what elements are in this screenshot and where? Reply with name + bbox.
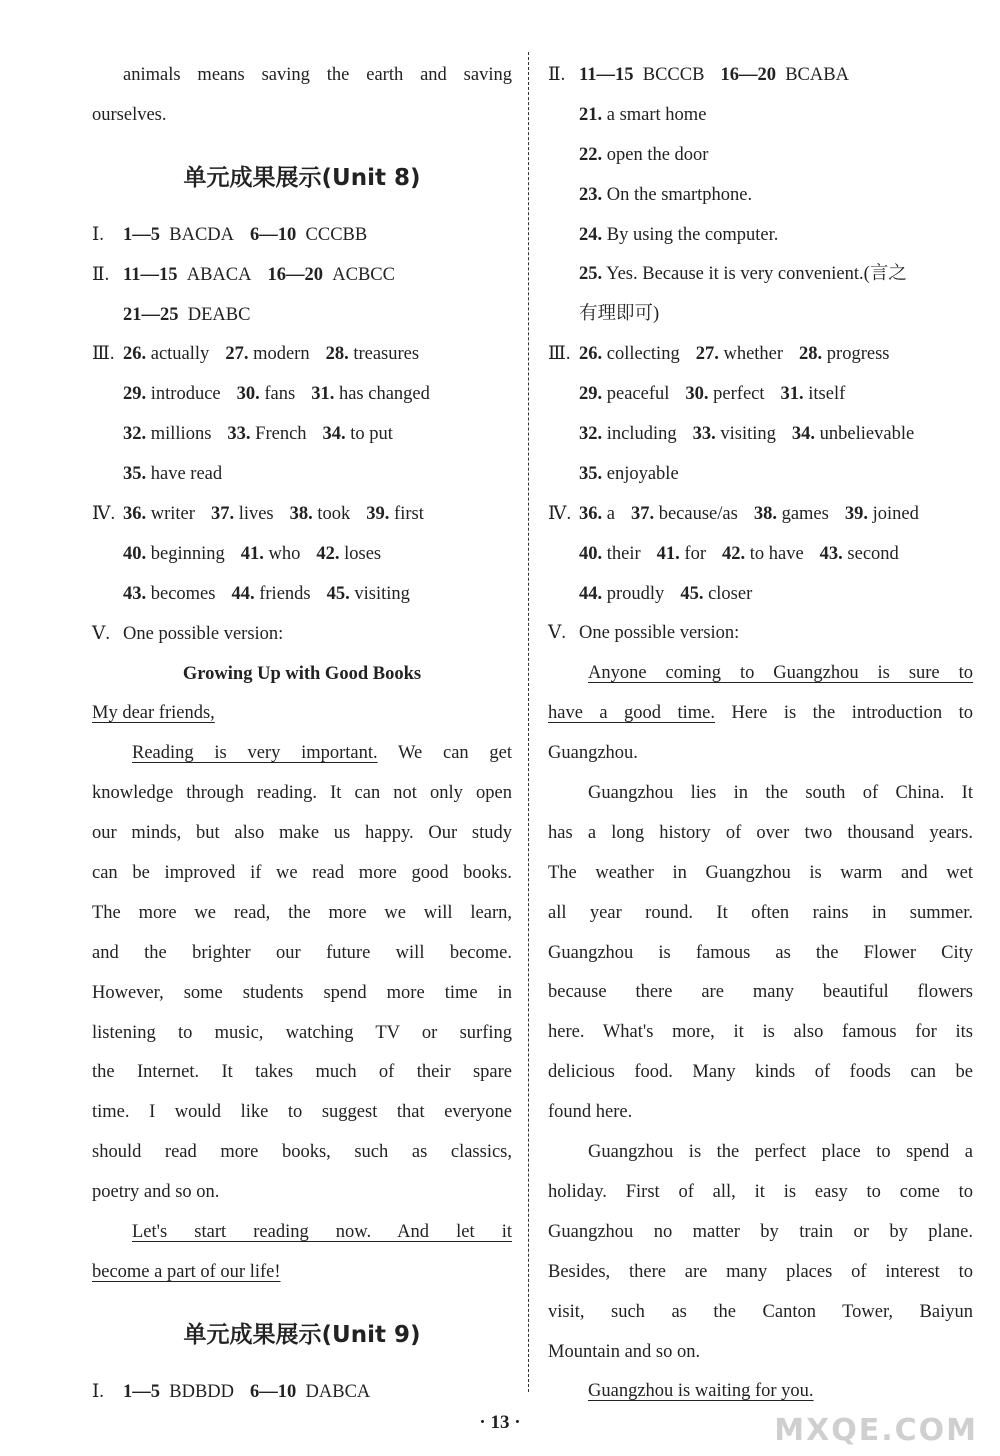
item-answer: proudly <box>606 583 665 604</box>
section-4 <box>548 495 973 615</box>
item-number: 44. <box>579 583 603 604</box>
text-line: However, some students spend more time in <box>92 982 512 1003</box>
answer: CCCBB <box>305 224 368 245</box>
text-line: Besides, there are many places of interest to <box>548 1261 973 1282</box>
text-line: Guangzhou is famous as the Flower City <box>548 942 973 963</box>
text-line: here. What's more, it is also famous for its <box>548 1022 973 1043</box>
text-line: Guangzhou. <box>548 743 638 764</box>
item-number: 29. <box>579 384 603 405</box>
roman-numeral: Ⅱ. <box>548 65 566 85</box>
item-answer: took <box>317 504 351 525</box>
item-answer: enjoyable <box>606 463 679 484</box>
item-answer: a <box>606 503 615 524</box>
roman-numeral: Ⅲ. <box>548 344 571 365</box>
answer: BACDA <box>169 224 235 245</box>
right-column <box>548 56 973 1412</box>
item-number: 31. <box>780 384 804 405</box>
text-line: The more we read, the more we will learn, <box>92 902 512 923</box>
version-label: One possible version: <box>579 623 740 644</box>
roman-numeral: Ⅳ. <box>92 504 116 525</box>
answer-row <box>92 455 512 495</box>
underlined-sentence: Reading is very important. <box>132 743 378 764</box>
roman-numeral: Ⅲ. <box>92 344 115 365</box>
item-number: 43. <box>123 583 147 604</box>
answer-row <box>548 375 973 415</box>
item-number: 27. <box>225 344 249 365</box>
item-number: 25. <box>579 264 603 285</box>
answer-row <box>548 415 973 455</box>
roman-numeral: Ⅰ. <box>92 1381 104 1402</box>
section-5-label <box>548 614 973 654</box>
item-number: 24. <box>579 224 603 245</box>
unit9-section-1 <box>92 1373 512 1413</box>
text-line: because there are many beautiful flowers <box>548 982 973 1003</box>
answer-row <box>548 176 973 216</box>
left-column <box>92 56 512 1413</box>
unit9-heading: 单元成果展示(Unit 9) <box>183 1321 421 1348</box>
item-number: 38. <box>289 504 313 525</box>
watermark-text: MXQE.COM <box>774 1413 978 1448</box>
text-line: Guangzhou is the perfect place to spend a <box>588 1142 973 1163</box>
answer-row <box>548 455 973 495</box>
item-answer: first <box>394 504 424 525</box>
item-number: 41. <box>656 543 680 564</box>
column-divider <box>528 52 529 1392</box>
answer-row <box>92 375 512 415</box>
essay-title: Growing Up with Good Books <box>182 663 422 684</box>
answer-row <box>92 495 512 535</box>
answer-row <box>548 96 973 136</box>
answer-row <box>548 335 973 375</box>
text-line: delicious food. Many kinds of foods can be <box>548 1062 973 1083</box>
page-number: · 13 · <box>479 1412 521 1433</box>
item-answer: modern <box>253 344 310 365</box>
watermark-logo <box>774 1368 978 1448</box>
text-line: knowledge through reading. It can not only open <box>92 783 512 804</box>
item-answer: lives <box>238 504 274 525</box>
item-number: 42. <box>721 543 746 564</box>
item-number: 34. <box>791 424 816 445</box>
item-answer: itself <box>808 384 846 405</box>
underlined-sentence: Anyone coming to Guangzhou is sure to <box>588 663 973 684</box>
greeting <box>92 694 512 734</box>
item-answer: perfect <box>713 384 765 405</box>
answer: BCABA <box>785 65 849 85</box>
text-line: Mountain and so on. <box>548 1341 701 1362</box>
answer-row <box>92 535 512 575</box>
item-number: 37. <box>210 504 235 525</box>
range-label: 6—10 <box>250 1381 297 1402</box>
item-answer: including <box>606 424 677 445</box>
text-line: ourselves. <box>92 104 167 125</box>
item-number: 45. <box>326 583 350 604</box>
answer: DABCA <box>305 1381 371 1402</box>
item-number: 44. <box>231 583 255 604</box>
item-answer: actually <box>150 344 210 365</box>
item-answer: because/as <box>658 503 738 524</box>
text-line <box>548 654 973 694</box>
version-label: One possible version: <box>123 623 284 644</box>
item-answer: for <box>684 543 706 564</box>
item-number: 30. <box>236 384 260 405</box>
section-4 <box>92 495 512 615</box>
text-line: Guangzhou no matter by train or by plane. <box>548 1221 973 1242</box>
item-answer: unbelievable <box>819 424 915 445</box>
answer-row <box>548 216 973 256</box>
answer-row <box>92 575 512 615</box>
item-number: 33. <box>227 424 251 445</box>
range-label: 11—15 <box>579 65 634 85</box>
paragraph <box>548 774 973 1133</box>
item-answer: fans <box>264 384 296 405</box>
item-number: 40. <box>123 543 147 564</box>
item-answer: On the smartphone. <box>606 184 753 205</box>
roman-numeral: Ⅱ. <box>92 264 110 285</box>
underlined-sentence: Guangzhou is waiting for you. <box>588 1381 814 1402</box>
section-3 <box>92 335 512 495</box>
range-label: 6—10 <box>250 224 297 245</box>
item-number: 30. <box>685 384 709 405</box>
text-line: 有理即可) <box>579 304 660 325</box>
text-line: time. I would like to suggest that everyone <box>92 1102 512 1123</box>
text-span: Here is the introduction to <box>715 703 973 724</box>
item-answer: a smart home <box>606 104 707 125</box>
section-5-label <box>92 615 512 655</box>
item-answer: have read <box>150 464 223 485</box>
text-line <box>92 734 512 774</box>
underlined-sentence: become a part of our life! <box>92 1261 281 1282</box>
text-line: the Internet. It takes much of their spare <box>92 1062 512 1083</box>
item-number: 31. <box>311 384 335 405</box>
item-answer: loses <box>344 543 382 564</box>
item-number: 38. <box>753 503 777 524</box>
answer: DEABC <box>187 304 251 325</box>
item-number: 28. <box>799 344 823 365</box>
item-answer: visiting <box>720 424 776 445</box>
roman-numeral: Ⅴ. <box>548 623 566 644</box>
text-line: listening to music, watching TV or surfing <box>92 1022 512 1043</box>
range-label: 21—25 <box>123 304 179 325</box>
underlined-sentence: have a good time. <box>548 703 716 724</box>
roman-numeral: Ⅳ. <box>548 503 572 524</box>
text-line: found here. <box>548 1102 633 1123</box>
answer-row <box>548 575 973 615</box>
item-number: 34. <box>322 424 346 445</box>
answer-row <box>548 495 973 535</box>
item-number: 32. <box>123 424 147 445</box>
item-answer: their <box>606 543 641 564</box>
answer-row <box>548 255 973 295</box>
section-2 <box>548 56 973 96</box>
item-answer: progress <box>826 344 890 365</box>
item-number: 21. <box>579 104 603 125</box>
item-answer: beginning <box>150 543 225 564</box>
text-line: visit, such as the Canton Tower, Baiyun <box>548 1301 973 1322</box>
item-answer: peaceful <box>606 384 670 405</box>
item-number: 27. <box>695 344 719 365</box>
section-2-cont <box>92 296 512 336</box>
item-number: 36. <box>579 503 603 524</box>
answer: BCCCB <box>642 65 705 85</box>
item-number: 29. <box>123 384 147 405</box>
item-answer: Yes. Because it is very convenient.(言之 <box>606 264 907 285</box>
greeting-text: My dear friends, <box>92 703 215 724</box>
item-answer: open the door <box>606 144 709 165</box>
item-answer: millions <box>150 424 212 445</box>
item-number: 37. <box>630 503 655 524</box>
item-number: 40. <box>579 543 603 564</box>
range-label: 1—5 <box>123 1381 160 1402</box>
answer: ABACA <box>186 264 252 285</box>
item-answer: visiting <box>354 583 410 604</box>
text-line: can be improved if we read more good books. <box>92 863 512 884</box>
item-number: 36. <box>123 504 147 525</box>
item-answer: games <box>781 503 829 524</box>
answer: BDBDD <box>169 1381 235 1402</box>
text-line <box>92 1213 512 1253</box>
range-label: 16—20 <box>720 65 776 85</box>
text-span: We can get <box>377 743 512 764</box>
item-answer: By using the computer. <box>606 224 779 245</box>
text-line <box>92 1253 512 1293</box>
text-line: holiday. First of all, it is easy to come to <box>548 1181 973 1202</box>
item-answer: becomes <box>150 583 216 604</box>
range-label: 11—15 <box>123 264 178 285</box>
item-number: 23. <box>579 184 603 205</box>
item-number: 42. <box>316 543 340 564</box>
item-answer: to put <box>350 424 393 445</box>
paragraph <box>92 774 512 1213</box>
range-label: 1—5 <box>123 224 160 245</box>
item-answer: has changed <box>338 384 430 405</box>
section-2 <box>92 256 512 296</box>
item-number: 26. <box>579 344 603 365</box>
underlined-sentence: Let's start reading now. And let it <box>132 1222 512 1243</box>
item-number: 33. <box>692 424 716 445</box>
item-answer: second <box>847 543 899 564</box>
item-number: 22. <box>579 144 603 165</box>
section-3 <box>548 335 973 495</box>
roman-numeral: Ⅰ. <box>92 224 104 245</box>
item-answer: joined <box>872 503 919 524</box>
text-line: should read more books, such as classics, <box>92 1142 512 1163</box>
item-number: 41. <box>240 543 264 564</box>
item-number: 26. <box>123 344 147 365</box>
section-2-items <box>548 96 973 295</box>
item-number: 32. <box>579 424 603 445</box>
item-answer: writer <box>150 504 195 525</box>
item-number: 45. <box>680 583 704 604</box>
item-number: 28. <box>325 344 349 365</box>
range-label: 16—20 <box>267 264 323 285</box>
text-line: animals means saving the earth and saving <box>123 65 512 85</box>
item-answer: treasures <box>353 344 420 365</box>
item-answer: whether <box>723 344 784 365</box>
roman-numeral: Ⅴ. <box>92 623 110 644</box>
text-line: has a long history of over two thousand years. <box>548 822 973 843</box>
text-line: all year round. It often rains in summer. <box>548 902 973 923</box>
answer: ACBCC <box>332 264 395 285</box>
paragraph <box>548 1133 973 1372</box>
text-line: our minds, but also make us happy. Our study <box>92 823 512 844</box>
item-answer: friends <box>259 583 311 604</box>
text-line: The weather in Guangzhou is warm and wet <box>548 862 973 883</box>
item-number: 43. <box>819 543 843 564</box>
unit8-heading: 单元成果展示(Unit 8) <box>183 164 421 191</box>
text-line: Guangzhou lies in the south of China. It <box>588 783 973 804</box>
answer-row <box>92 415 512 455</box>
item-answer: French <box>255 424 307 445</box>
item-number: 39. <box>366 504 390 525</box>
item-number: 35. <box>123 464 147 485</box>
item-number: 35. <box>579 463 603 484</box>
section-1 <box>92 216 512 256</box>
item-answer: closer <box>708 583 753 604</box>
text-line: and the brighter our future will become. <box>92 942 512 963</box>
text-line <box>548 694 973 734</box>
item-answer: collecting <box>606 344 680 365</box>
answer-row <box>548 535 973 575</box>
item-number: 39. <box>844 503 868 524</box>
answer-row <box>548 136 973 176</box>
answer-row <box>92 335 512 375</box>
item-answer: introduce <box>150 384 221 405</box>
item-answer: who <box>268 543 301 564</box>
text-line: poetry and so on. <box>92 1182 220 1203</box>
item-answer: to have <box>749 543 804 564</box>
